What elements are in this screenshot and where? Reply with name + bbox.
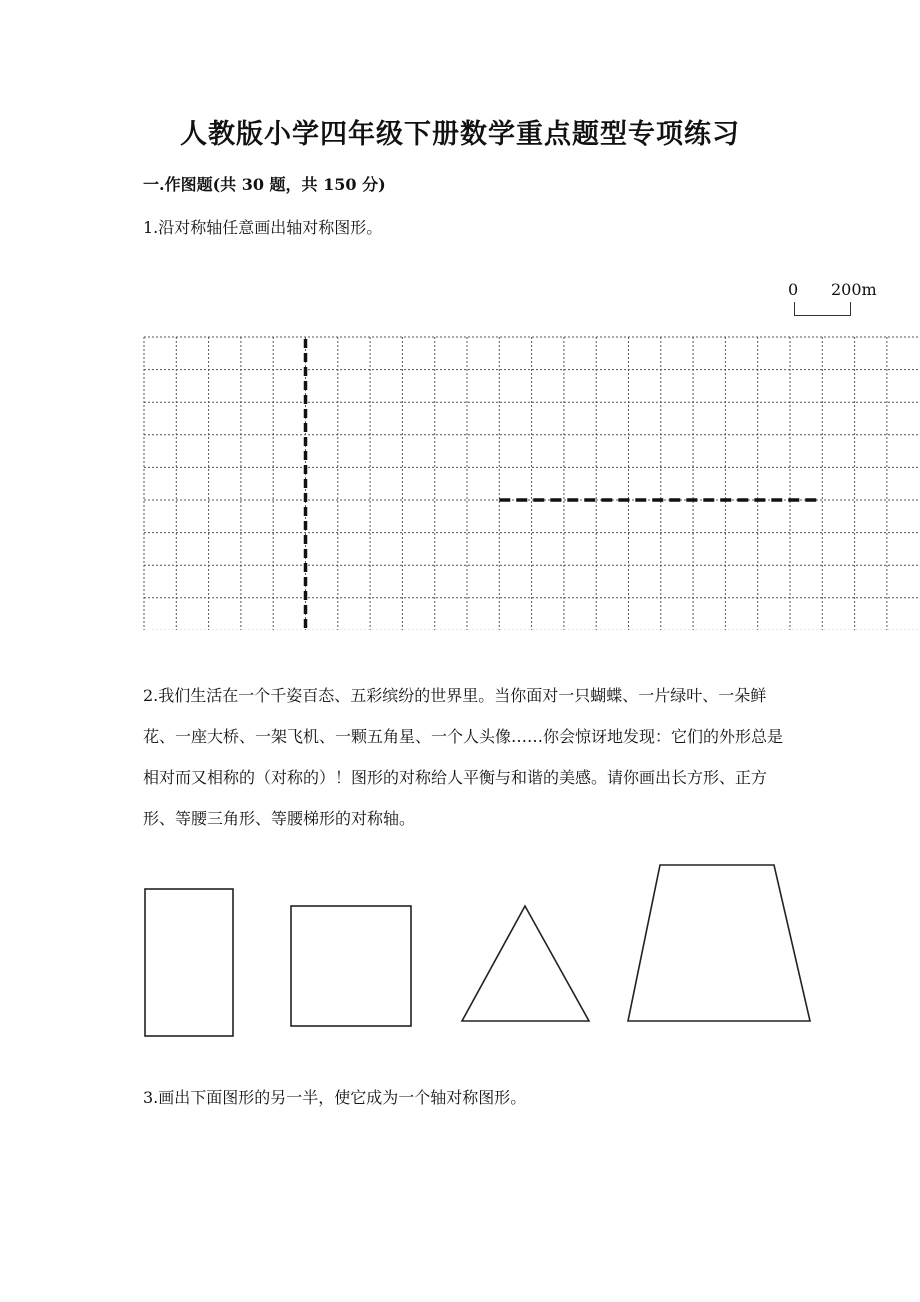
question-1-text: 1.沿对称轴任意画出轴对称图形。 <box>143 218 383 237</box>
scale-value-label: 200m <box>831 280 877 299</box>
scale-bracket <box>794 302 851 316</box>
shapes-figure <box>138 860 818 1040</box>
isosceles-trapezoid-shape[interactable] <box>628 865 810 1021</box>
scale-bar <box>785 278 895 322</box>
square-shape[interactable] <box>291 906 411 1026</box>
isosceles-triangle-shape[interactable] <box>462 906 589 1021</box>
rectangle-shape[interactable] <box>145 889 233 1036</box>
scale-zero-label: 0 <box>788 280 799 299</box>
question-2-text: 2.我们生活在一个千姿百态、五彩缤纷的世界里。当你面对一只蝴蝶、一片绿叶、一朵鲜花、一座大桥、一架飞机、一颗五角星、一个人头像……你会惊讶地发现：它们的外形总是相对而又相称的（对称的）！图形的对称给人平衡与和谐的美感。请你画出长方形、正方形、等腰三角形、等腰梯形的对称轴。 <box>143 686 784 828</box>
section-heading: 一.作图题(共 30 题，共 150 分) <box>143 175 386 194</box>
question-3-text: 3.画出下面图形的另一半，使它成为一个轴对称图形。 <box>143 1088 527 1107</box>
page-title: 人教版小学四年级下册数学重点题型专项练习 <box>180 119 740 150</box>
drawing-grid[interactable] <box>142 334 918 630</box>
